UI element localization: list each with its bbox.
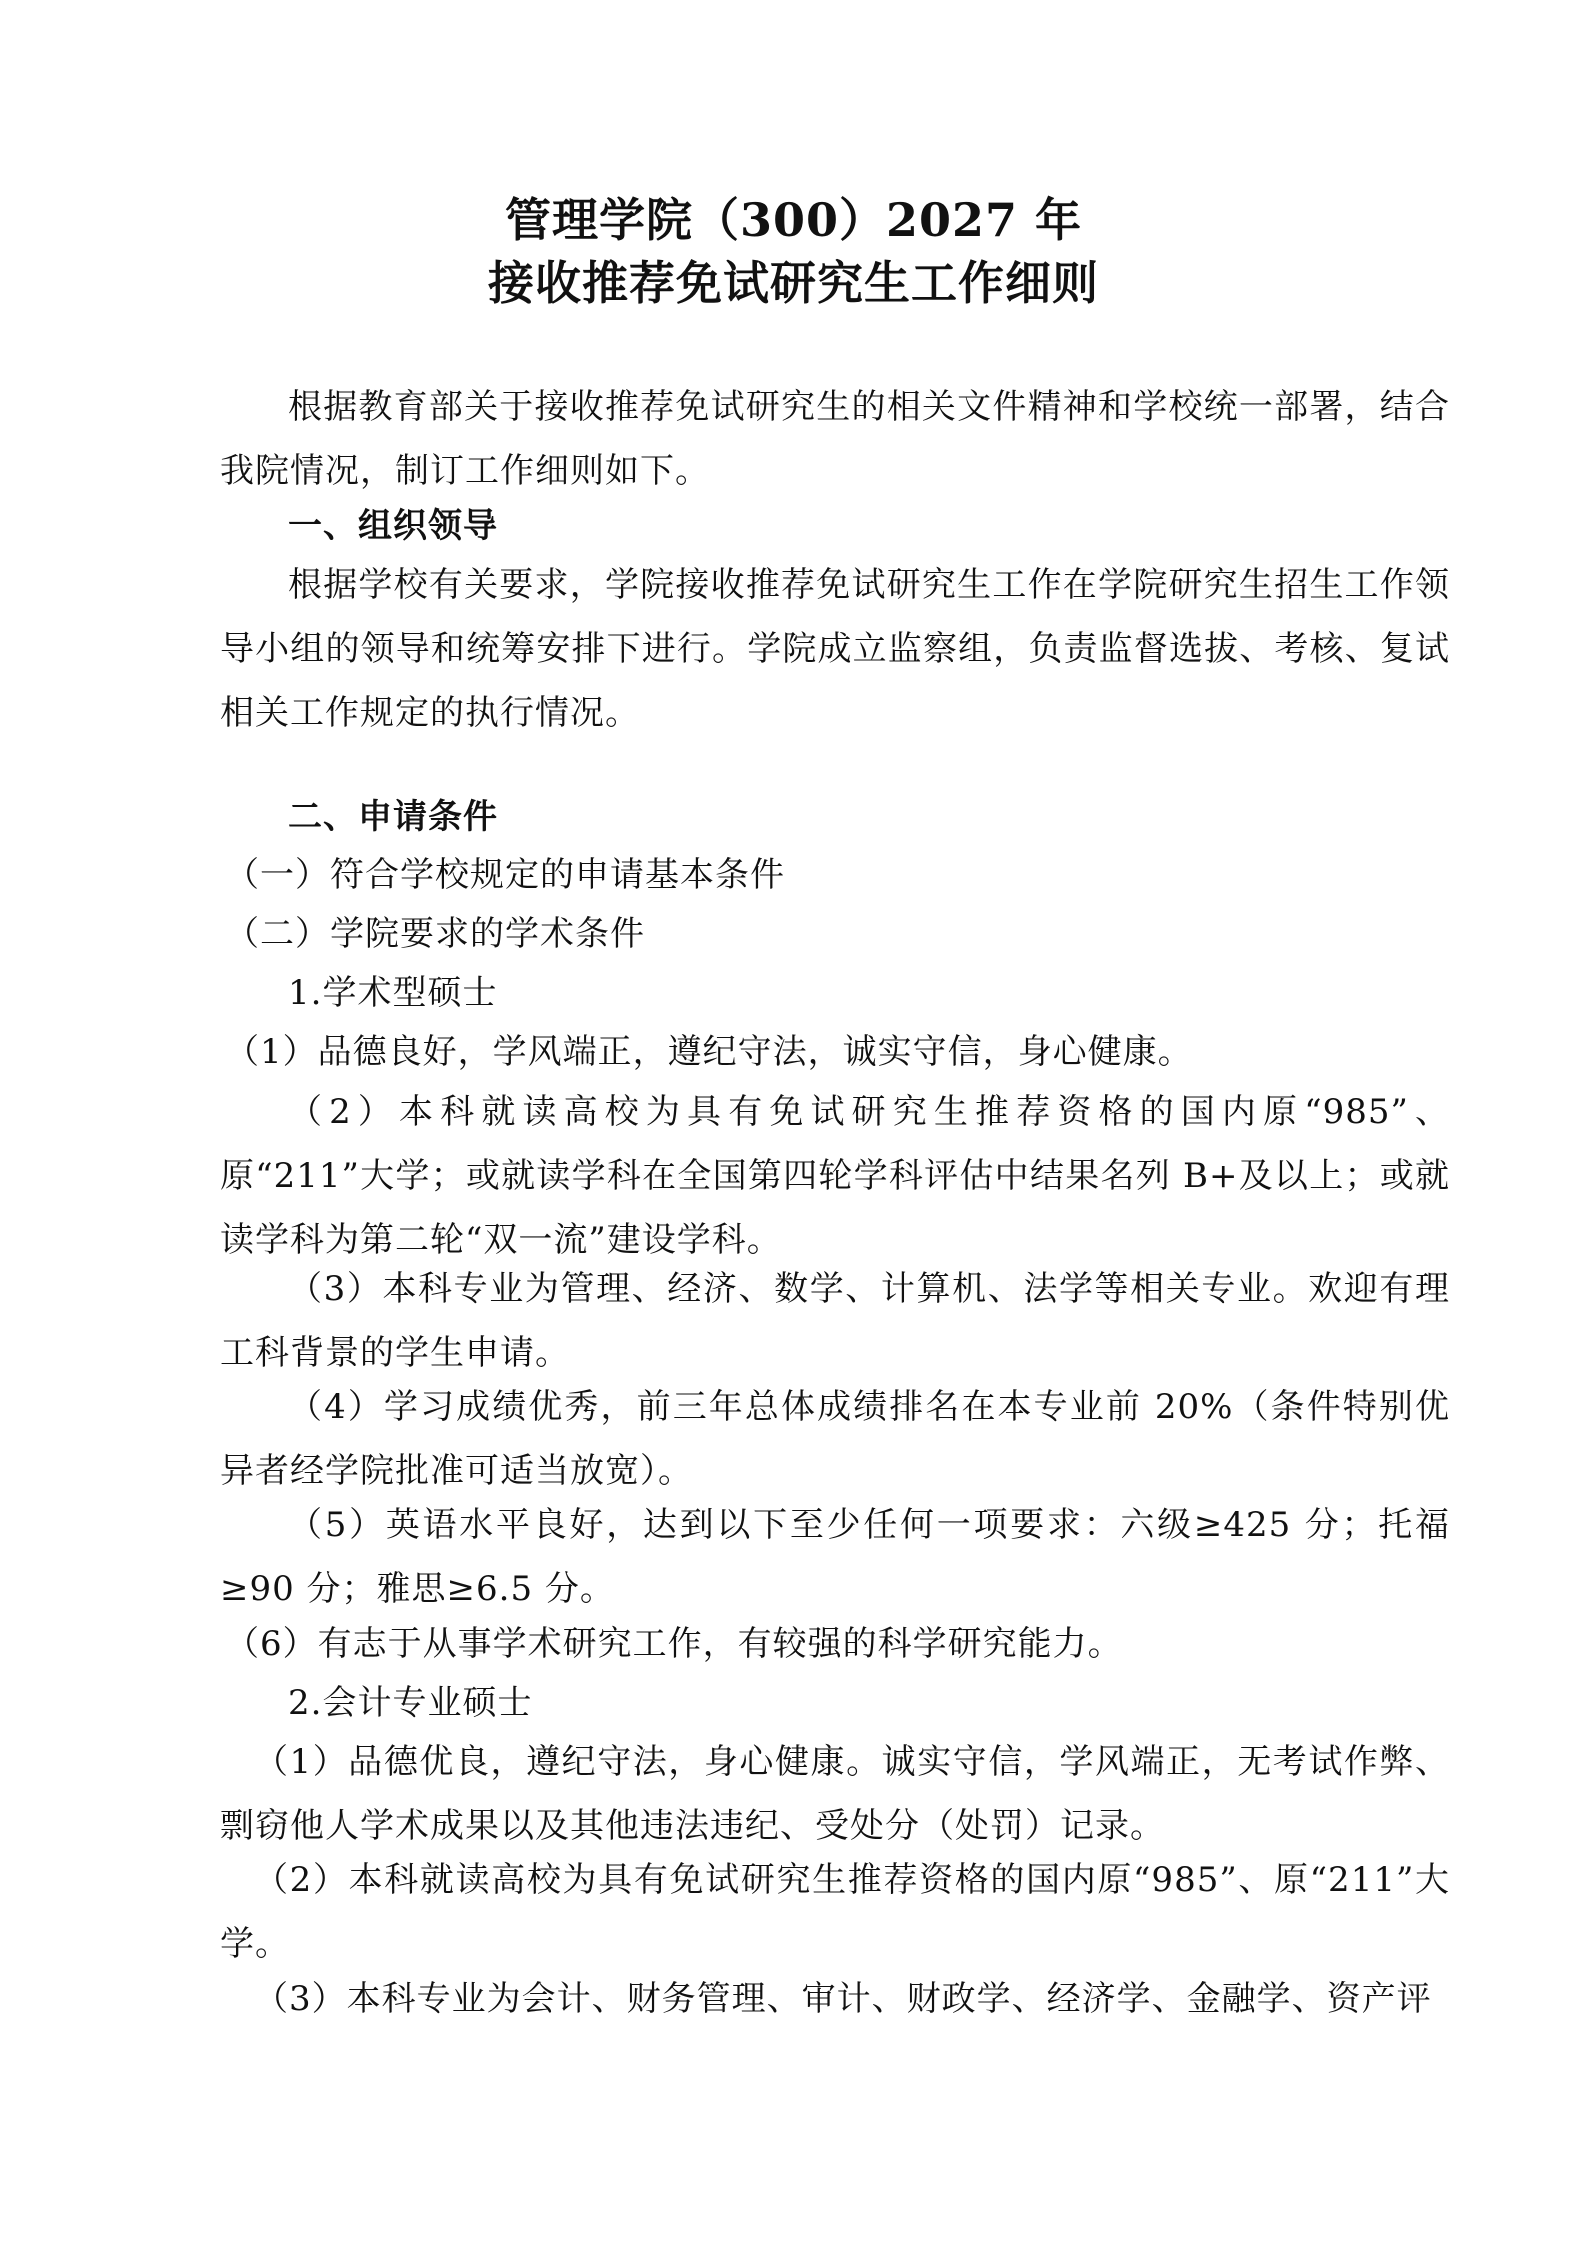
academic-item-4: （4）学习成绩优秀，前三年总体成绩排名在本专业前 20%（条件特别优异者经学院批准可适当放宽）。 <box>220 1387 1450 1491</box>
accounting-item-2: （2）本科就读高校为具有免试研究生推荐资格的国内原“985”、原“211”大学。 <box>220 1860 1450 1964</box>
section2-sub1: （一）符合学校规定的申请基本条件 <box>225 855 785 895</box>
academic-item-5: （5）英语水平良好，达到以下至少任何一项要求：六级≥425 分；托福≥90 分；雅思≥6.5 分。 <box>220 1505 1450 1609</box>
document-title-line2: 接收推荐免试研究生工作细则 <box>488 256 1099 310</box>
academic-item-1: （1）品德良好，学风端正，遵纪守法，诚实守信，身心健康。 <box>225 1032 1193 1072</box>
accounting-item-3: （3）本科专业为会计、财务管理、审计、财政学、经济学、金融学、资产评 <box>254 1979 1432 2019</box>
document-title-line1: 管理学院（300）2027 年 <box>504 193 1083 247</box>
section2-sub2: （二）学院要求的学术条件 <box>225 914 645 954</box>
section2-heading: 二、申请条件 <box>288 797 498 837</box>
accounting-item-1: （1）品德优良，遵纪守法，身心健康。诚实守信，学风端正，无考试作弊、剽窃他人学术成果以及其他违法违纪、受处分（处罚）记录。 <box>220 1742 1450 1846</box>
academic-item-6: （6）有志于从事学术研究工作，有较强的科学研究能力。 <box>225 1624 1123 1664</box>
intro-paragraph: 根据教育部关于接收推荐免试研究生的相关文件精神和学校统一部署，结合我院情况，制订工作细则如下。 <box>220 387 1450 491</box>
section1-paragraph: 根据学校有关要求，学院接收推荐免试研究生工作在学院研究生招生工作领导小组的领导和统筹安排下进行。学院成立监察组，负责监督选拔、考核、复试相关工作规定的执行情况。 <box>220 565 1450 733</box>
accounting-master-label: 2.会计专业硕士 <box>288 1683 533 1723</box>
academic-item-3: （3）本科专业为管理、经济、数学、计算机、法学等相关专业。欢迎有理工科背景的学生申请。 <box>220 1269 1450 1373</box>
academic-master-label: 1.学术型硕士 <box>288 973 498 1013</box>
academic-item-2: （2）本科就读高校为具有免试研究生推荐资格的国内原“985”、原“211”大学；或就读学科在全国第四轮学科评估中结果名列 B+及以上；或就读学科为第二轮“双一流”建设学科。 <box>220 1092 1450 1260</box>
section1-heading: 一、组织领导 <box>288 506 498 546</box>
